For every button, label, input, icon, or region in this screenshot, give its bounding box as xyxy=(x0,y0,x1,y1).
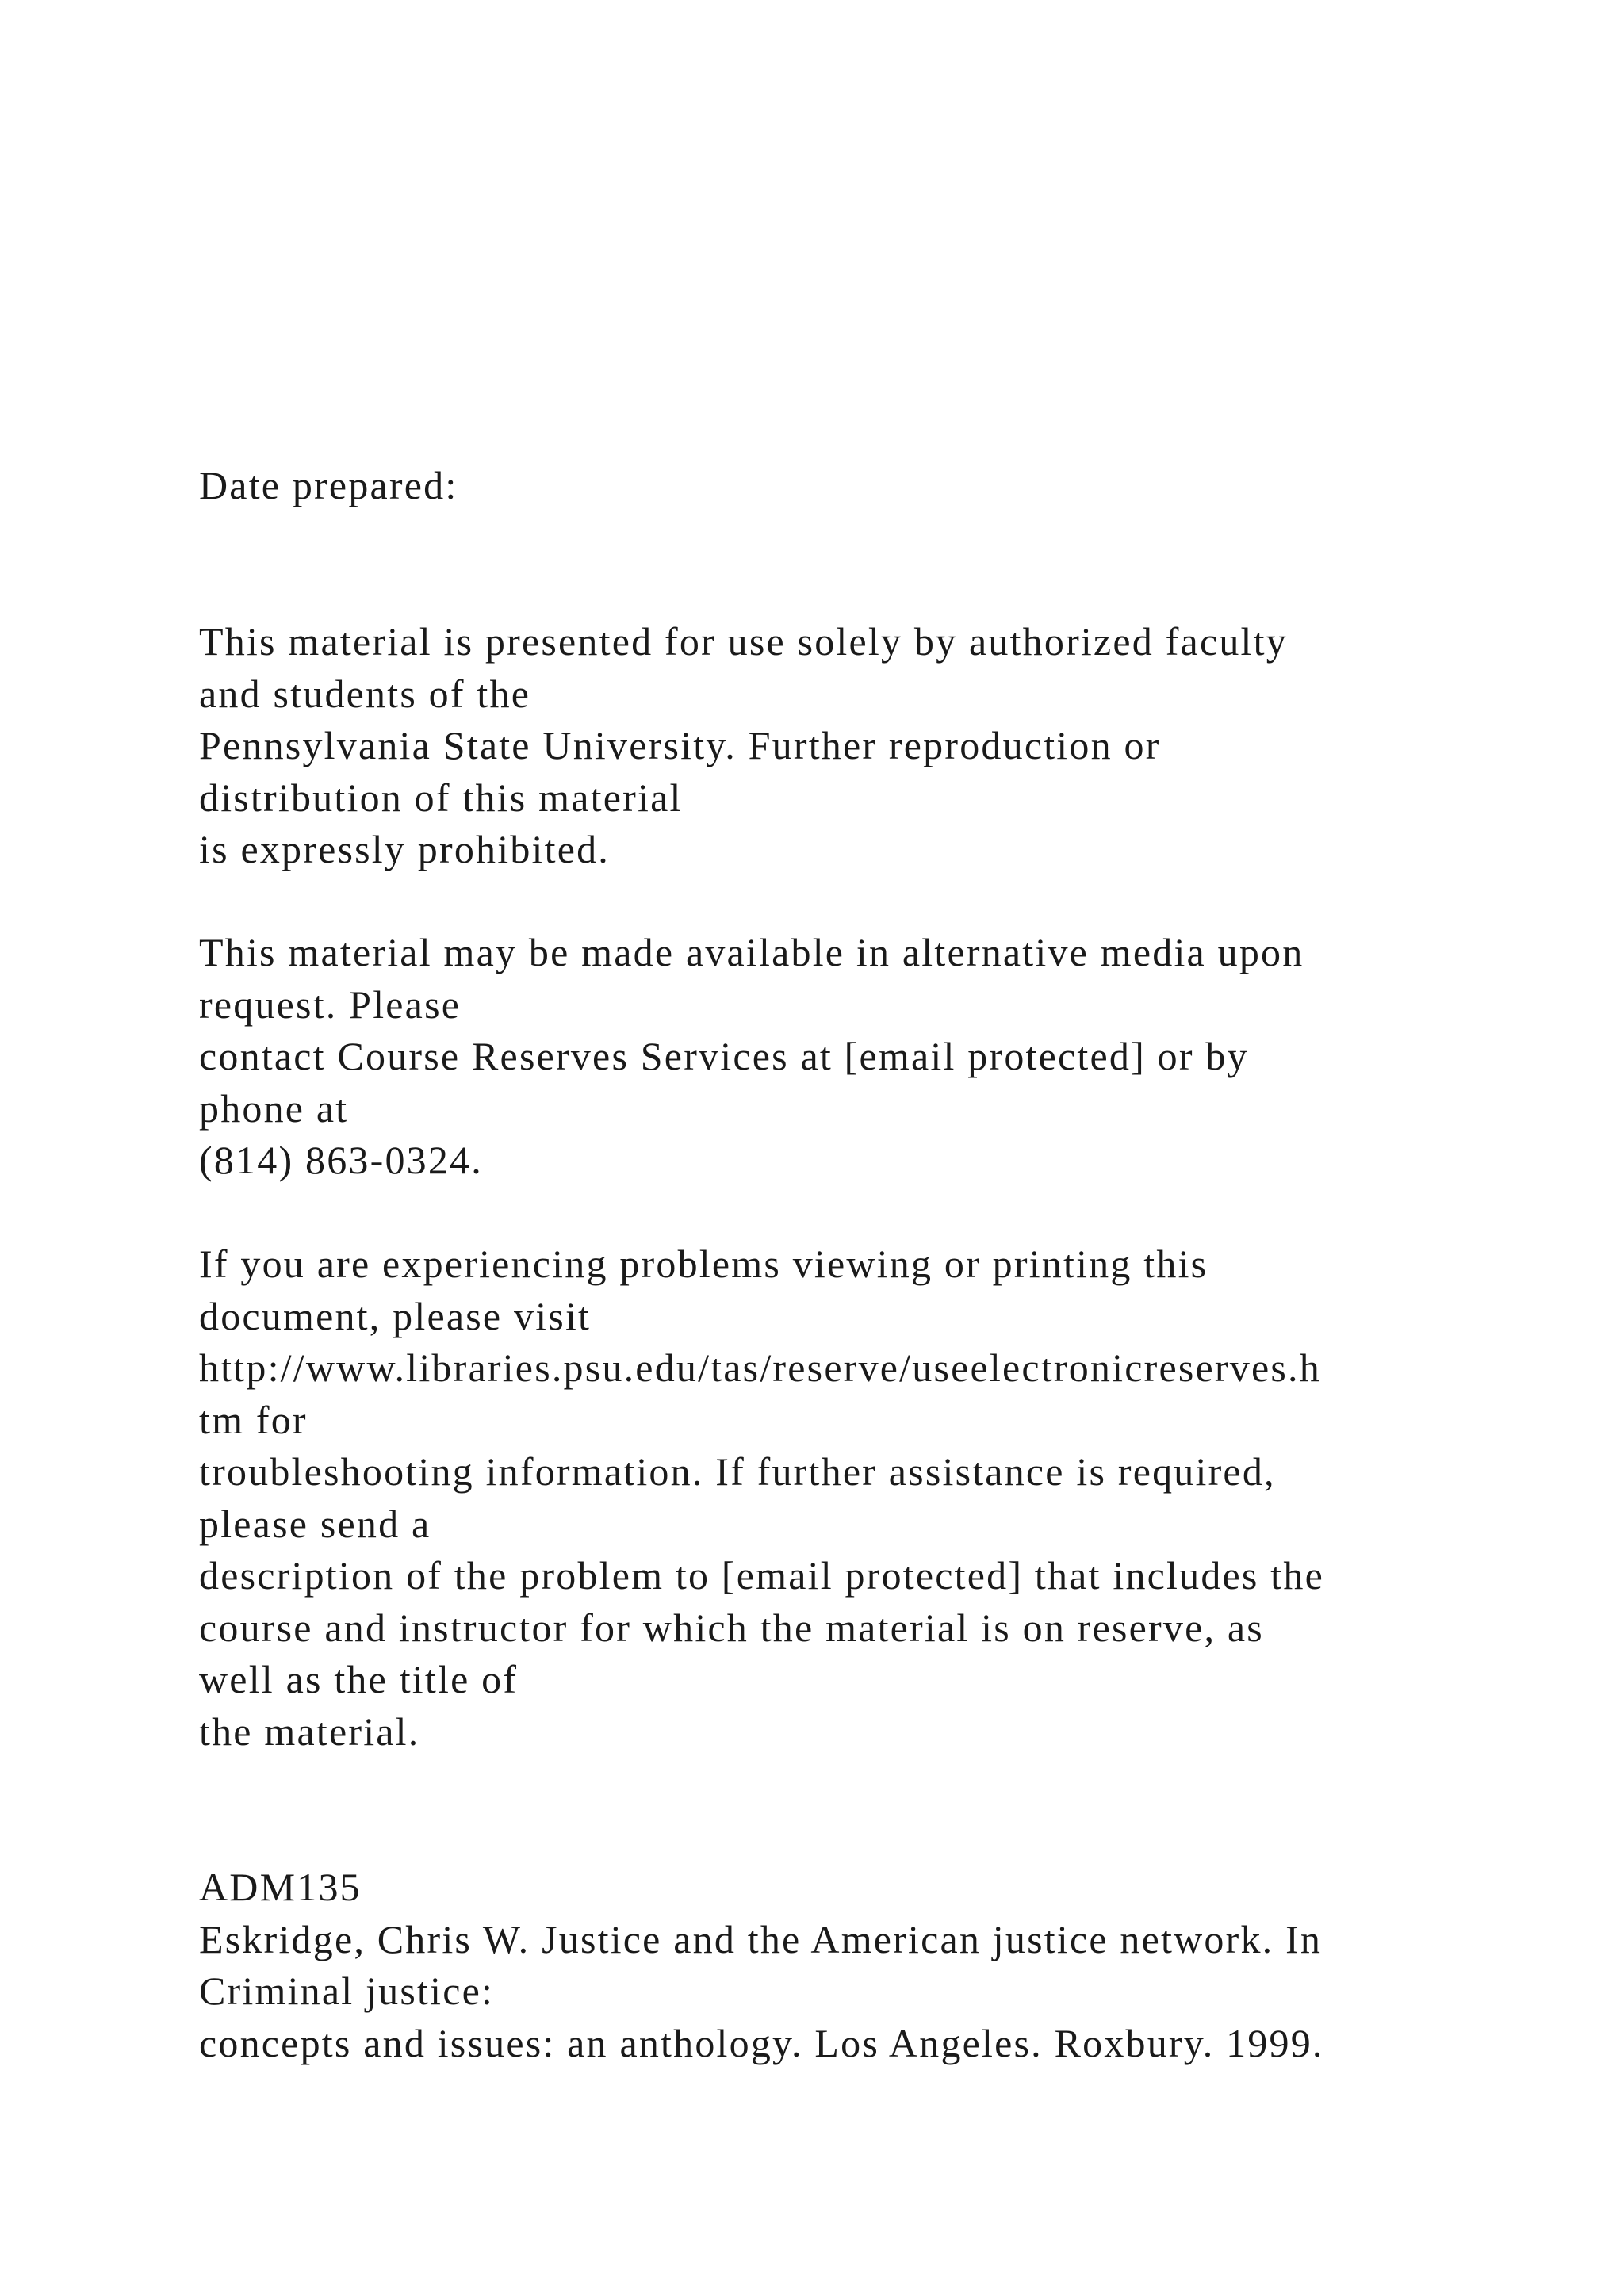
course-code: ADM135 xyxy=(199,1865,362,1909)
usage-restriction-notice: This material is presented for use solely by authorized faculty and students of the Pennsylvania State University. Further reproduction or distribution of this material is expressly prohibited. xyxy=(199,619,1288,871)
date-prepared-label: Date prepared: xyxy=(199,463,458,507)
citation-block xyxy=(199,1862,1547,2069)
citation-reference: Eskridge, Chris W. Justice and the American justice network. In Criminal justice: concepts and issues: an anthology. Los Angeles. Roxbury. 1999. xyxy=(199,1916,1324,2065)
troubleshooting-notice: If you are experiencing problems viewing or printing this document, please visit http://www.libraries.psu.edu/tas/reserve/useelectronicreserves.h tm for troubleshooting information. If further assistance is required, please send a description of the problem to [email protected] that includes the course and instructor for which the material is on reserve, as well as the title of the material. xyxy=(199,1242,1324,1754)
alternative-media-notice: This material may be made available in alternative media upon request. Please contact Course Reserves Services at [email protected] or by phone at (814) 863-0324. xyxy=(199,930,1304,1182)
